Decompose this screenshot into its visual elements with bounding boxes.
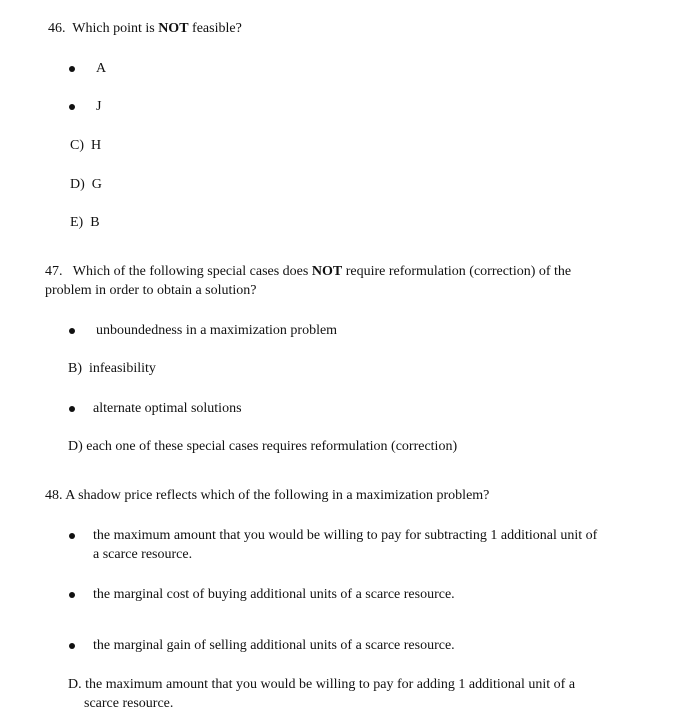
- question-46-text-after: feasible?: [188, 21, 242, 36]
- question-46-option-b: J: [96, 99, 102, 114]
- question-46-option-c: [70, 137, 101, 155]
- question-47-line2: problem in order to obtain a solution?: [45, 283, 257, 298]
- question-46-option-e: [70, 214, 100, 232]
- question-46: [48, 20, 242, 38]
- option-text: the maximum amount that you would be willing to pay for adding 1 additional unit of a: [85, 677, 576, 692]
- question-46-option-a: A: [96, 61, 107, 76]
- bullet-icon: [69, 643, 75, 649]
- question-48-text: A shadow price reflects which of the following in a maximization problem?: [65, 488, 490, 503]
- question-48-number: 48.: [45, 488, 63, 503]
- question-48-option-d-line1: [68, 676, 575, 694]
- option-marker: B): [68, 361, 82, 376]
- bullet-icon: [69, 328, 75, 334]
- question-47-number: 47.: [45, 264, 63, 279]
- question-47-text-before: Which of the following special cases does: [72, 264, 312, 279]
- question-47-option-b: [68, 360, 156, 378]
- option-text: each one of these special cases requires reformulation (correction): [86, 439, 458, 454]
- question-48: [45, 487, 489, 505]
- bullet-icon: [69, 66, 75, 72]
- bullet-icon: [69, 592, 75, 598]
- question-46-emphasis: NOT: [158, 21, 189, 36]
- option-text: H: [91, 138, 102, 153]
- question-48-option-b: the marginal cost of buying additional units of a scarce resource.: [93, 587, 455, 602]
- option-marker: D): [70, 177, 85, 192]
- option-marker: D): [68, 439, 83, 454]
- option-text: B: [90, 215, 100, 230]
- bullet-icon: [69, 406, 75, 412]
- question-47-option-a: unboundedness in a maximization problem: [96, 323, 338, 338]
- question-48-option-d-line2: scarce resource.: [84, 696, 174, 711]
- question-47-emphasis: NOT: [311, 264, 343, 279]
- option-marker: D.: [68, 677, 82, 692]
- question-46-option-d: [70, 176, 102, 194]
- question-47-text-after: require reformulation (correction) of the: [342, 264, 572, 279]
- option-marker: E): [70, 215, 84, 230]
- question-48-option-a-line2: a scarce resource.: [93, 547, 193, 562]
- question-48-option-a-line1: the maximum amount that you would be willing to pay for subtracting 1 additional unit of: [93, 528, 598, 543]
- option-text: infeasibility: [89, 361, 156, 376]
- option-text: G: [91, 177, 102, 192]
- question-47-option-d: [68, 438, 457, 456]
- question-48-option-c: the marginal gain of selling additional units of a scarce resource.: [93, 638, 455, 653]
- question-46-number: 46.: [48, 21, 66, 36]
- option-marker: C): [70, 138, 84, 153]
- question-47-option-c: alternate optimal solutions: [93, 401, 242, 416]
- question-46-text-before: Which point is: [72, 21, 159, 36]
- bullet-icon: [69, 533, 75, 539]
- question-47: [45, 263, 571, 281]
- bullet-icon: [69, 104, 75, 110]
